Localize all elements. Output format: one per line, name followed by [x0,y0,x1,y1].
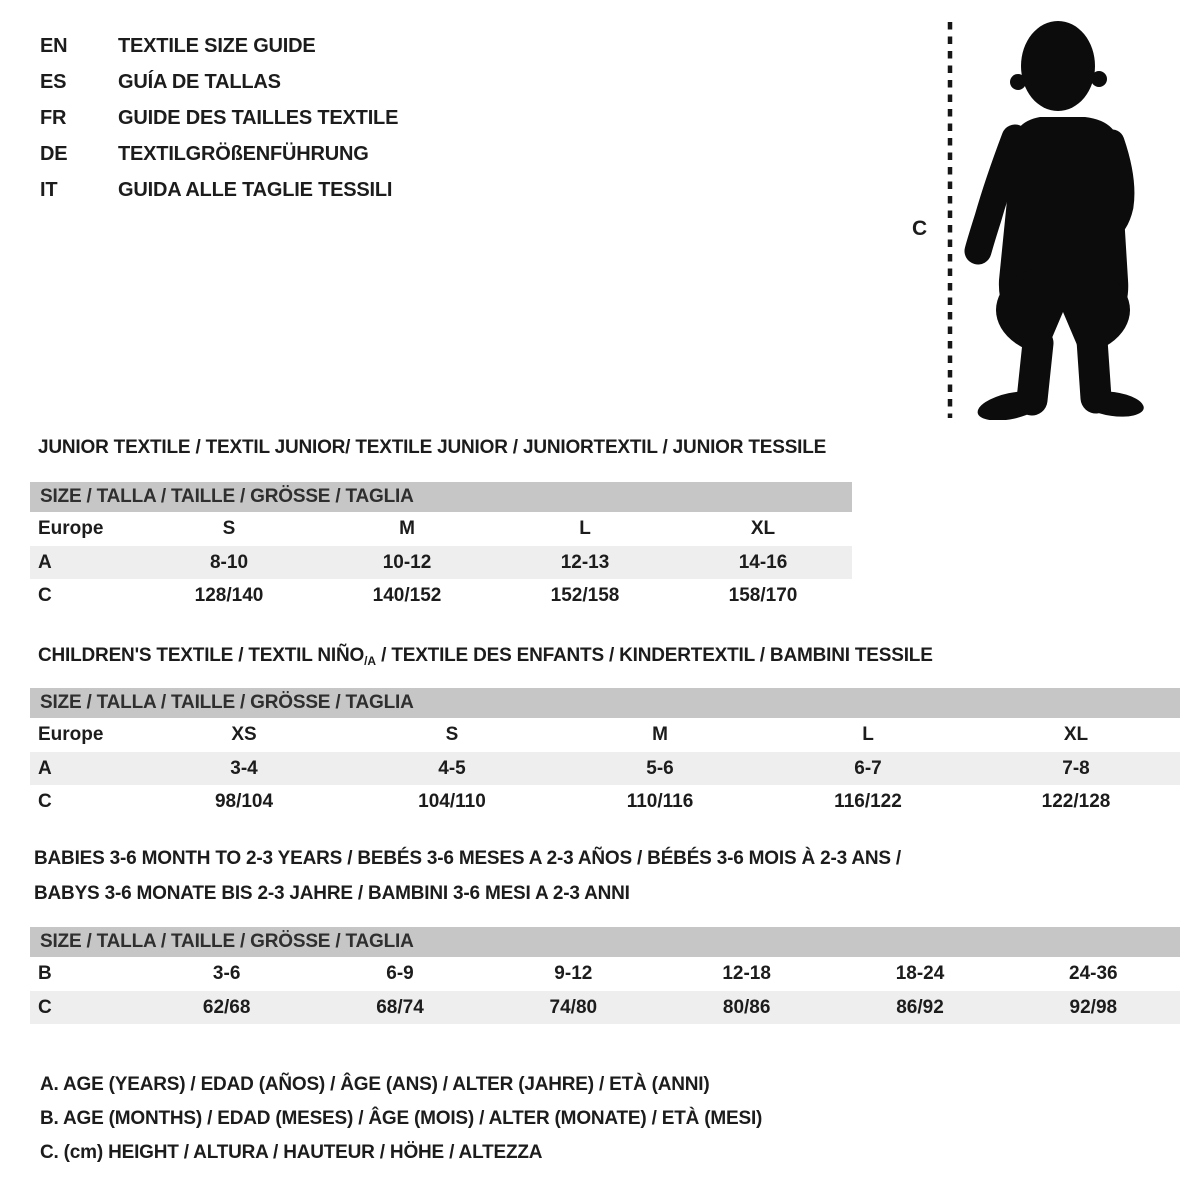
cell: 7-8 [1062,757,1090,779]
children-size-table [30,688,1180,818]
table-row-height [30,991,1180,1024]
cell: 152/158 [550,584,620,606]
cell: 110/116 [626,790,694,812]
cell: 8-10 [209,551,249,573]
cell: M [399,518,415,539]
cell: 140/152 [372,584,442,606]
legend [40,1068,762,1170]
cell: XL [750,518,776,539]
cell: XS [231,724,257,745]
legend-line-b: B. AGE (MONTHS) / EDAD (MESES) / ÂGE (MOIS) / ALTER (MONATE) / ETÀ (MESI) [40,1108,763,1129]
language-row-en [40,28,398,64]
children-section-title [38,645,933,668]
table-row-europe [30,512,852,546]
cell: 5-6 [646,757,674,779]
cell: 98/104 [214,790,274,812]
cell: 62/68 [202,996,251,1018]
cell: 6-9 [386,963,414,984]
language-code: EN [40,34,68,57]
cell: 122/128 [1041,790,1111,812]
legend-line-c: C. (cm) HEIGHT / ALTURA / HAUTEUR / HÖHE / ALTEZZA [40,1142,543,1163]
language-code: IT [40,178,58,201]
row-label: Europe [38,724,104,745]
table-row-age [30,752,1180,785]
junior-size-table [30,482,852,612]
toddler-silhouette [975,21,1145,420]
language-title: TEXTILGRÖßENFÜHRUNG [118,142,369,165]
cell: S [222,518,236,539]
cell: 158/170 [728,584,798,606]
babies-size-table [30,927,1180,1024]
cell: 80/86 [722,996,771,1018]
table-row-height [30,579,852,612]
babies-section-title-line2: BABYS 3-6 MONATE BIS 2-3 JAHRE / BAMBINI 3-6 MESI A 2-3 ANNI [34,883,630,904]
cell: L [862,724,874,745]
language-title: GUÍA DE TALLAS [118,70,281,93]
cell: 74/80 [549,996,598,1018]
cell: 10-12 [382,551,432,573]
cell: 86/92 [896,996,944,1018]
table-row-age [30,546,852,579]
height-measure-label: C [912,217,928,240]
row-label: C [38,584,52,606]
cell: 68/74 [376,996,424,1018]
language-title: TEXTILE SIZE GUIDE [118,34,316,57]
legend-line-a: A. AGE (YEARS) / EDAD (AÑOS) / ÂGE (ANS) / ALTER (JAHRE) / ETÀ (ANNI) [40,1074,710,1095]
size-header-bar: SIZE / TALLA / TAILLE / GRÖSSE / TAGLIA [30,482,852,512]
cell: 18-24 [895,963,945,984]
row-label: A [38,757,52,779]
children-title-prefix: CHILDREN'S TEXTILE / TEXTIL NIÑO [38,645,365,666]
cell: L [579,518,591,539]
cell: M [652,724,668,745]
row-label: C [38,790,52,812]
language-title: GUIDA ALLE TAGLIE TESSILI [118,178,393,201]
cell: XL [1063,724,1089,745]
language-code: FR [40,106,67,129]
cell: 3-6 [212,963,241,984]
cell: 3-4 [230,757,258,779]
language-list [40,28,398,208]
toddler-silhouette-figure [900,18,1150,420]
table-row-europe [30,718,1180,752]
language-code: ES [40,70,67,93]
cell: 116/122 [834,790,902,812]
cell: 24-36 [1069,963,1118,984]
cell: 14-16 [738,551,788,573]
babies-section-title-line1: BABIES 3-6 MONTH TO 2-3 YEARS / BEBÉS 3-6 MESES A 2-3 AÑOS / BÉBÉS 3-6 MOIS À 2-3 ANS / [34,848,902,869]
cell: 128/140 [194,584,264,606]
language-row-fr [40,100,398,136]
cell: 12-18 [722,963,771,984]
cell: 6-7 [854,757,882,779]
table-row-age-months [30,957,1180,991]
language-code: DE [40,142,68,165]
children-title-suffix: / TEXTILE DES ENFANTS / KINDERTEXTIL / BAMBINI TESSILE [376,645,933,666]
language-row-de [40,136,398,172]
junior-section-title: JUNIOR TEXTILE / TEXTIL JUNIOR/ TEXTILE JUNIOR / JUNIORTEXTIL / JUNIOR TESSILE [38,437,827,458]
cell: S [445,724,459,745]
row-label: Europe [38,518,104,539]
children-title-subscript: /A [364,654,377,668]
cell: 9-12 [554,963,593,984]
row-label: A [38,551,52,573]
size-header-bar: SIZE / TALLA / TAILLE / GRÖSSE / TAGLIA [30,688,1180,718]
cell: 92/98 [1069,996,1118,1018]
cell: 12-13 [560,551,610,573]
row-label: C [38,996,52,1018]
language-title: GUIDE DES TAILLES TEXTILE [118,106,399,129]
cell: 104/110 [418,790,486,812]
row-label: B [38,963,52,984]
table-row-height [30,785,1180,818]
language-row-es [40,64,398,100]
cell: 4-5 [438,757,466,779]
size-header-bar: SIZE / TALLA / TAILLE / GRÖSSE / TAGLIA [30,927,1180,957]
language-row-it [40,172,398,208]
